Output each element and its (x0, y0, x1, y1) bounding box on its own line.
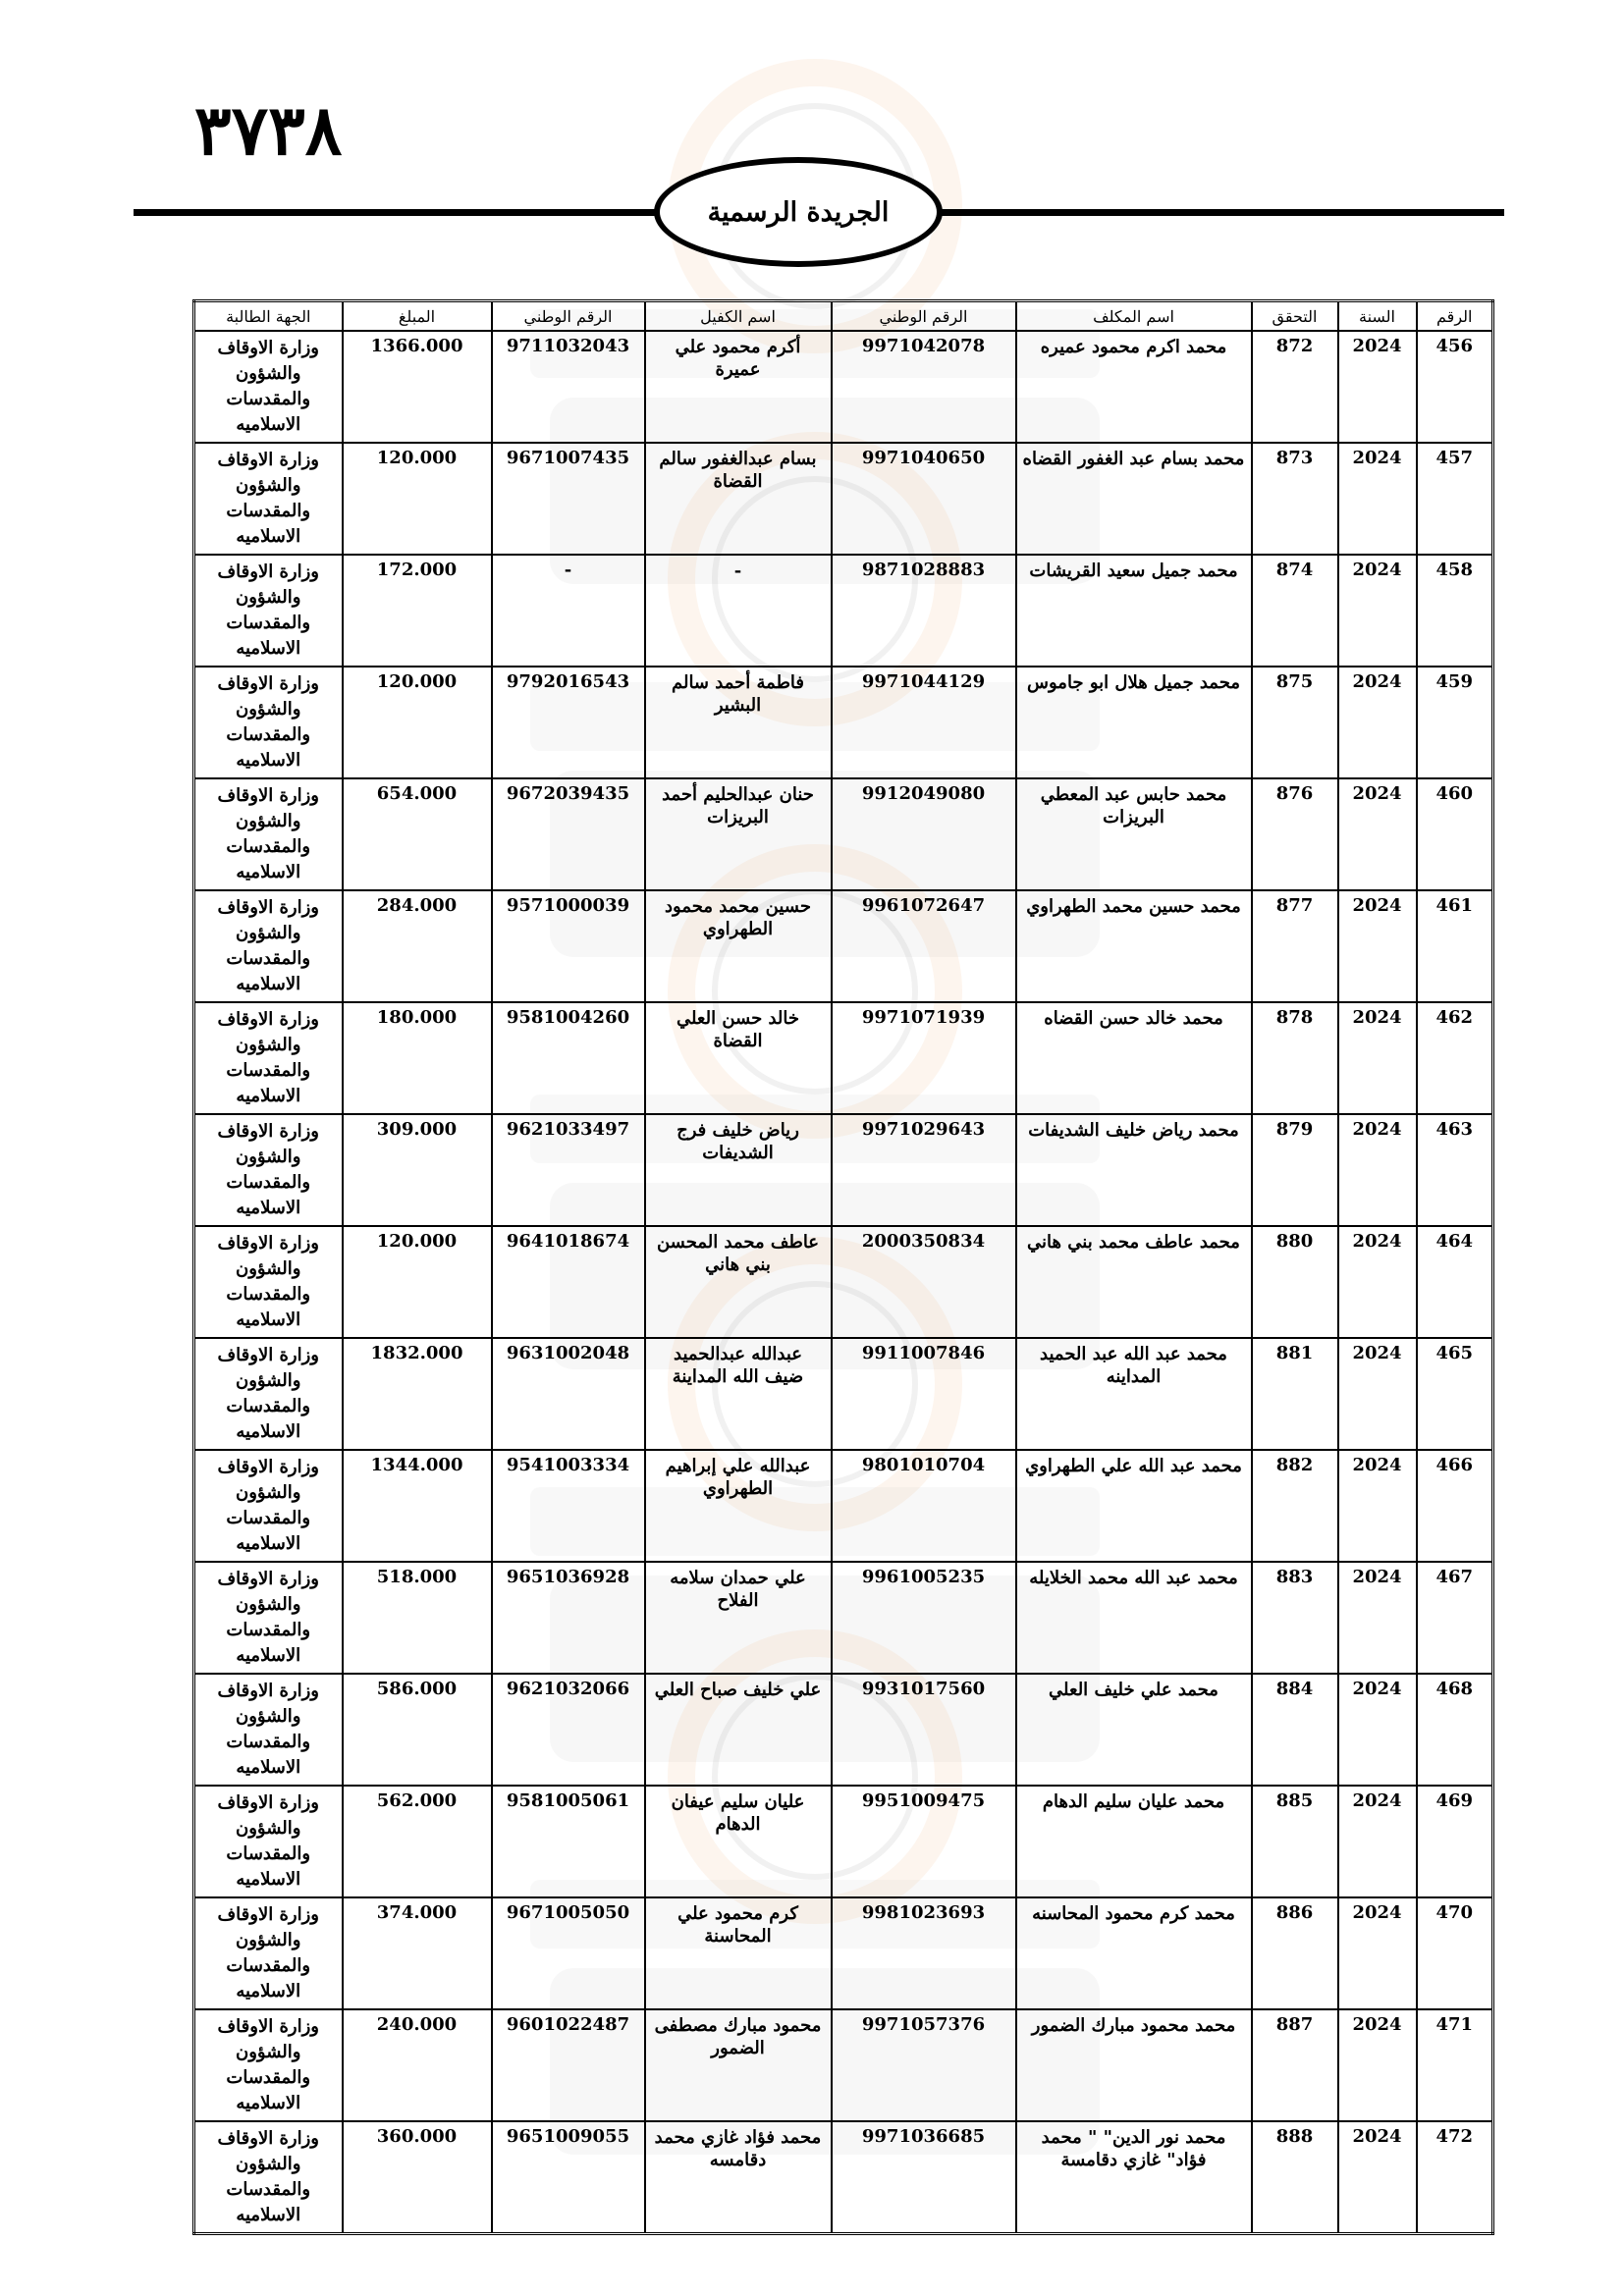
cell-guarantor-name: بسام عبدالغفور سالم القضاة (645, 443, 832, 555)
cell-amount: 654.000 (343, 778, 492, 890)
cell-debtor-name: محمد جميل هلال ابو جاموس (1016, 667, 1252, 778)
table-row (194, 2009, 1493, 2121)
table-row (194, 667, 1493, 778)
cell-due: 878 (1252, 1002, 1338, 1114)
cell-requesting-entity: وزارة الاوقاف والشؤون والمقدسات الاسلاميه (194, 1338, 343, 1450)
cell-debtor-name: محمد نور الدين" " محمد فؤاد" غازي دقامسة (1016, 2121, 1252, 2234)
masthead (654, 157, 943, 267)
cell-due: 875 (1252, 667, 1338, 778)
cell-due: 883 (1252, 1562, 1338, 1674)
cell-debtor-national-id: 9961072647 (832, 890, 1016, 1002)
cell-debtor-name: محمد عبد الله محمد الخلايله (1016, 1562, 1252, 1674)
cell-number: 460 (1417, 778, 1493, 890)
cell-guarantor-name: عبدالله عبدالحميد ضيف الله المداينة (645, 1338, 832, 1450)
cell-amount: 309.000 (343, 1114, 492, 1226)
cell-guarantor-name: علي حمدان سلامه الفلاح (645, 1562, 832, 1674)
masthead-title: الجريدة الرسمية (707, 196, 890, 228)
cell-debtor-national-id: 2000350834 (832, 1226, 1016, 1338)
cell-guarantor-name: رياض خليف فرج الشديفات (645, 1114, 832, 1226)
table-row (194, 443, 1493, 555)
cell-number: 468 (1417, 1674, 1493, 1786)
cell-year: 2024 (1338, 1338, 1417, 1450)
cell-year: 2024 (1338, 2121, 1417, 2234)
page-number: ٣٧٣٨ (194, 89, 343, 171)
cell-amount: 120.000 (343, 667, 492, 778)
cell-due: 885 (1252, 1786, 1338, 1897)
cell-debtor-national-id: 9971042078 (832, 331, 1016, 443)
cell-number: 472 (1417, 2121, 1493, 2234)
table-row (194, 555, 1493, 667)
cell-debtor-name: محمد خالد حسن القضاه (1016, 1002, 1252, 1114)
cell-guarantor-national-id: 9621032066 (492, 1674, 645, 1786)
cell-guarantor-national-id: 9651009055 (492, 2121, 645, 2234)
cell-year: 2024 (1338, 1002, 1417, 1114)
cell-due: 888 (1252, 2121, 1338, 2234)
cell-debtor-national-id: 9801010704 (832, 1450, 1016, 1562)
cell-amount: 120.000 (343, 1226, 492, 1338)
cell-guarantor-national-id: 9792016543 (492, 667, 645, 778)
cell-number: 470 (1417, 1897, 1493, 2009)
cell-number: 463 (1417, 1114, 1493, 1226)
cell-guarantor-national-id: 9541003334 (492, 1450, 645, 1562)
table-row (194, 778, 1493, 890)
cell-debtor-national-id: 9931017560 (832, 1674, 1016, 1786)
cell-amount: 360.000 (343, 2121, 492, 2234)
cell-guarantor-national-id: 9601022487 (492, 2009, 645, 2121)
cell-guarantor-name: عاطف محمد المحسن بني هاني (645, 1226, 832, 1338)
header-requesting-entity: الجهة الطالبة (194, 301, 343, 332)
cell-debtor-national-id: 9971040650 (832, 443, 1016, 555)
cell-debtor-national-id: 9971036685 (832, 2121, 1016, 2234)
cell-requesting-entity: وزارة الاوقاف والشؤون والمقدسات الاسلاميه (194, 1674, 343, 1786)
cell-amount: 1344.000 (343, 1450, 492, 1562)
cell-requesting-entity: وزارة الاوقاف والشؤون والمقدسات الاسلاميه (194, 1562, 343, 1674)
cell-amount: 374.000 (343, 1897, 492, 2009)
cell-guarantor-name: علي خليف صباح العلي (645, 1674, 832, 1786)
header-debtor-national-id: الرقم الوطني (832, 301, 1016, 332)
cell-year: 2024 (1338, 1114, 1417, 1226)
cell-debtor-national-id: 9871028883 (832, 555, 1016, 667)
cell-requesting-entity: وزارة الاوقاف والشؤون والمقدسات الاسلاميه (194, 890, 343, 1002)
header-amount: المبلغ (343, 301, 492, 332)
cell-requesting-entity: وزارة الاوقاف والشؤون والمقدسات الاسلاميه (194, 443, 343, 555)
cell-due: 884 (1252, 1674, 1338, 1786)
cell-year: 2024 (1338, 2009, 1417, 2121)
cell-amount: 1832.000 (343, 1338, 492, 1450)
cell-requesting-entity: وزارة الاوقاف والشؤون والمقدسات الاسلاميه (194, 555, 343, 667)
header-year: السنة (1338, 301, 1417, 332)
cell-number: 461 (1417, 890, 1493, 1002)
table-row (194, 1002, 1493, 1114)
cell-guarantor-national-id: 9672039435 (492, 778, 645, 890)
cell-debtor-national-id: 9971071939 (832, 1002, 1016, 1114)
cell-due: 882 (1252, 1450, 1338, 1562)
table-row (194, 2121, 1493, 2234)
cell-due: 886 (1252, 1897, 1338, 2009)
cell-guarantor-national-id: 9651036928 (492, 1562, 645, 1674)
cell-guarantor-name: محمود مبارك مصطفى الضمور (645, 2009, 832, 2121)
cell-guarantor-national-id: 9571000039 (492, 890, 645, 1002)
header-due: التحقق (1252, 301, 1338, 332)
table-row (194, 1114, 1493, 1226)
cell-amount: 1366.000 (343, 331, 492, 443)
cell-guarantor-national-id: 9621033497 (492, 1114, 645, 1226)
cell-debtor-national-id: 9971044129 (832, 667, 1016, 778)
cell-debtor-name: محمد رياض خليف الشديفات (1016, 1114, 1252, 1226)
table-row (194, 1897, 1493, 2009)
cell-amount: 562.000 (343, 1786, 492, 1897)
table-row (194, 1338, 1493, 1450)
cell-number: 459 (1417, 667, 1493, 778)
cell-amount: 518.000 (343, 1562, 492, 1674)
table-row (194, 1450, 1493, 1562)
cell-debtor-national-id: 9971029643 (832, 1114, 1016, 1226)
cell-guarantor-name: فاطمة أحمد سالم البشير (645, 667, 832, 778)
gazette-table (192, 299, 1494, 2235)
cell-guarantor-national-id: 9671007435 (492, 443, 645, 555)
cell-due: 872 (1252, 331, 1338, 443)
cell-guarantor-national-id: 9671005050 (492, 1897, 645, 2009)
cell-requesting-entity: وزارة الاوقاف والشؤون والمقدسات الاسلاميه (194, 1786, 343, 1897)
header-debtor-name: اسم المكلف (1016, 301, 1252, 332)
cell-number: 466 (1417, 1450, 1493, 1562)
cell-debtor-national-id: 9971057376 (832, 2009, 1016, 2121)
cell-requesting-entity: وزارة الاوقاف والشؤون والمقدسات الاسلاميه (194, 1002, 343, 1114)
cell-debtor-name: محمد عبد الله علي الطهراوي (1016, 1450, 1252, 1562)
cell-number: 457 (1417, 443, 1493, 555)
cell-year: 2024 (1338, 1450, 1417, 1562)
table-row (194, 331, 1493, 443)
cell-amount: 180.000 (343, 1002, 492, 1114)
cell-year: 2024 (1338, 1897, 1417, 2009)
table-row (194, 1786, 1493, 1897)
cell-requesting-entity: وزارة الاوقاف والشؤون والمقدسات الاسلاميه (194, 778, 343, 890)
cell-year: 2024 (1338, 1562, 1417, 1674)
cell-amount: 120.000 (343, 443, 492, 555)
cell-year: 2024 (1338, 778, 1417, 890)
cell-year: 2024 (1338, 555, 1417, 667)
cell-guarantor-name: خالد حسن العلي القضاة (645, 1002, 832, 1114)
cell-year: 2024 (1338, 1674, 1417, 1786)
cell-due: 887 (1252, 2009, 1338, 2121)
cell-year: 2024 (1338, 331, 1417, 443)
header-guarantor-name: اسم الكفيل (645, 301, 832, 332)
cell-due: 876 (1252, 778, 1338, 890)
cell-requesting-entity: وزارة الاوقاف والشؤون والمقدسات الاسلاميه (194, 2121, 343, 2234)
cell-due: 873 (1252, 443, 1338, 555)
cell-year: 2024 (1338, 443, 1417, 555)
cell-guarantor-national-id: 9641018674 (492, 1226, 645, 1338)
cell-number: 464 (1417, 1226, 1493, 1338)
cell-debtor-name: محمد عبد الله عبد الحميد المداينه (1016, 1338, 1252, 1450)
cell-year: 2024 (1338, 890, 1417, 1002)
cell-debtor-national-id: 9961005235 (832, 1562, 1016, 1674)
cell-guarantor-national-id: 9631002048 (492, 1338, 645, 1450)
cell-debtor-national-id: 9951009475 (832, 1786, 1016, 1897)
cell-due: 881 (1252, 1338, 1338, 1450)
table-row (194, 1226, 1493, 1338)
table-header-row (194, 301, 1493, 332)
cell-requesting-entity: وزارة الاوقاف والشؤون والمقدسات الاسلاميه (194, 1897, 343, 2009)
cell-guarantor-name: محمد فؤاد غازي محمد دقامسه (645, 2121, 832, 2234)
cell-guarantor-name: عبدالله علي إبراهيم الطهراوي (645, 1450, 832, 1562)
cell-debtor-national-id: 9981023693 (832, 1897, 1016, 2009)
cell-year: 2024 (1338, 1226, 1417, 1338)
cell-debtor-name: محمد حابس عبد المعطي البريزات (1016, 778, 1252, 890)
cell-amount: 284.000 (343, 890, 492, 1002)
cell-guarantor-national-id: - (492, 555, 645, 667)
cell-number: 469 (1417, 1786, 1493, 1897)
cell-debtor-name: محمد عليان سليم الدهام (1016, 1786, 1252, 1897)
cell-guarantor-name: أكرم محمود علي عميرة (645, 331, 832, 443)
cell-amount: 240.000 (343, 2009, 492, 2121)
cell-requesting-entity: وزارة الاوقاف والشؤون والمقدسات الاسلاميه (194, 667, 343, 778)
cell-due: 879 (1252, 1114, 1338, 1226)
header-number: الرقم (1417, 301, 1493, 332)
cell-guarantor-national-id: 9581004260 (492, 1002, 645, 1114)
cell-debtor-name: محمد علي خليف العلي (1016, 1674, 1252, 1786)
cell-guarantor-national-id: 9711032043 (492, 331, 645, 443)
cell-debtor-national-id: 9911007846 (832, 1338, 1016, 1450)
cell-due: 877 (1252, 890, 1338, 1002)
cell-due: 874 (1252, 555, 1338, 667)
cell-debtor-name: محمد اكرم محمود عميره (1016, 331, 1252, 443)
cell-debtor-name: محمد حسين محمد الطهراوي (1016, 890, 1252, 1002)
cell-amount: 172.000 (343, 555, 492, 667)
cell-number: 467 (1417, 1562, 1493, 1674)
cell-number: 456 (1417, 331, 1493, 443)
cell-guarantor-name: حنان عبدالحليم أحمد البريزات (645, 778, 832, 890)
cell-guarantor-name: كرم محمود علي المحاسنة (645, 1897, 832, 2009)
table-row (194, 890, 1493, 1002)
cell-requesting-entity: وزارة الاوقاف والشؤون والمقدسات الاسلاميه (194, 1114, 343, 1226)
cell-guarantor-national-id: 9581005061 (492, 1786, 645, 1897)
cell-year: 2024 (1338, 1786, 1417, 1897)
cell-year: 2024 (1338, 667, 1417, 778)
cell-due: 880 (1252, 1226, 1338, 1338)
cell-debtor-name: محمد جميل سعيد القريشات (1016, 555, 1252, 667)
cell-number: 465 (1417, 1338, 1493, 1450)
cell-debtor-name: محمد عاطف محمد بني هاني (1016, 1226, 1252, 1338)
cell-guarantor-name: عليان سليم عيفان الدهام (645, 1786, 832, 1897)
cell-requesting-entity: وزارة الاوقاف والشؤون والمقدسات الاسلاميه (194, 1450, 343, 1562)
cell-guarantor-name: - (645, 555, 832, 667)
table-row (194, 1562, 1493, 1674)
cell-number: 462 (1417, 1002, 1493, 1114)
cell-requesting-entity: وزارة الاوقاف والشؤون والمقدسات الاسلاميه (194, 331, 343, 443)
cell-requesting-entity: وزارة الاوقاف والشؤون والمقدسات الاسلاميه (194, 1226, 343, 1338)
cell-requesting-entity: وزارة الاوقاف والشؤون والمقدسات الاسلاميه (194, 2009, 343, 2121)
cell-debtor-name: محمد كرم محمود المحاسنه (1016, 1897, 1252, 2009)
cell-amount: 586.000 (343, 1674, 492, 1786)
cell-debtor-name: محمد بسام عبد الغفور القضاه (1016, 443, 1252, 555)
table-row (194, 1674, 1493, 1786)
header-guarantor-national-id: الرقم الوطني (492, 301, 645, 332)
cell-debtor-national-id: 9912049080 (832, 778, 1016, 890)
cell-number: 471 (1417, 2009, 1493, 2121)
cell-number: 458 (1417, 555, 1493, 667)
cell-debtor-name: محمد محمود مبارك الضمور (1016, 2009, 1252, 2121)
cell-guarantor-name: حسين محمد محمود الطهراوي (645, 890, 832, 1002)
